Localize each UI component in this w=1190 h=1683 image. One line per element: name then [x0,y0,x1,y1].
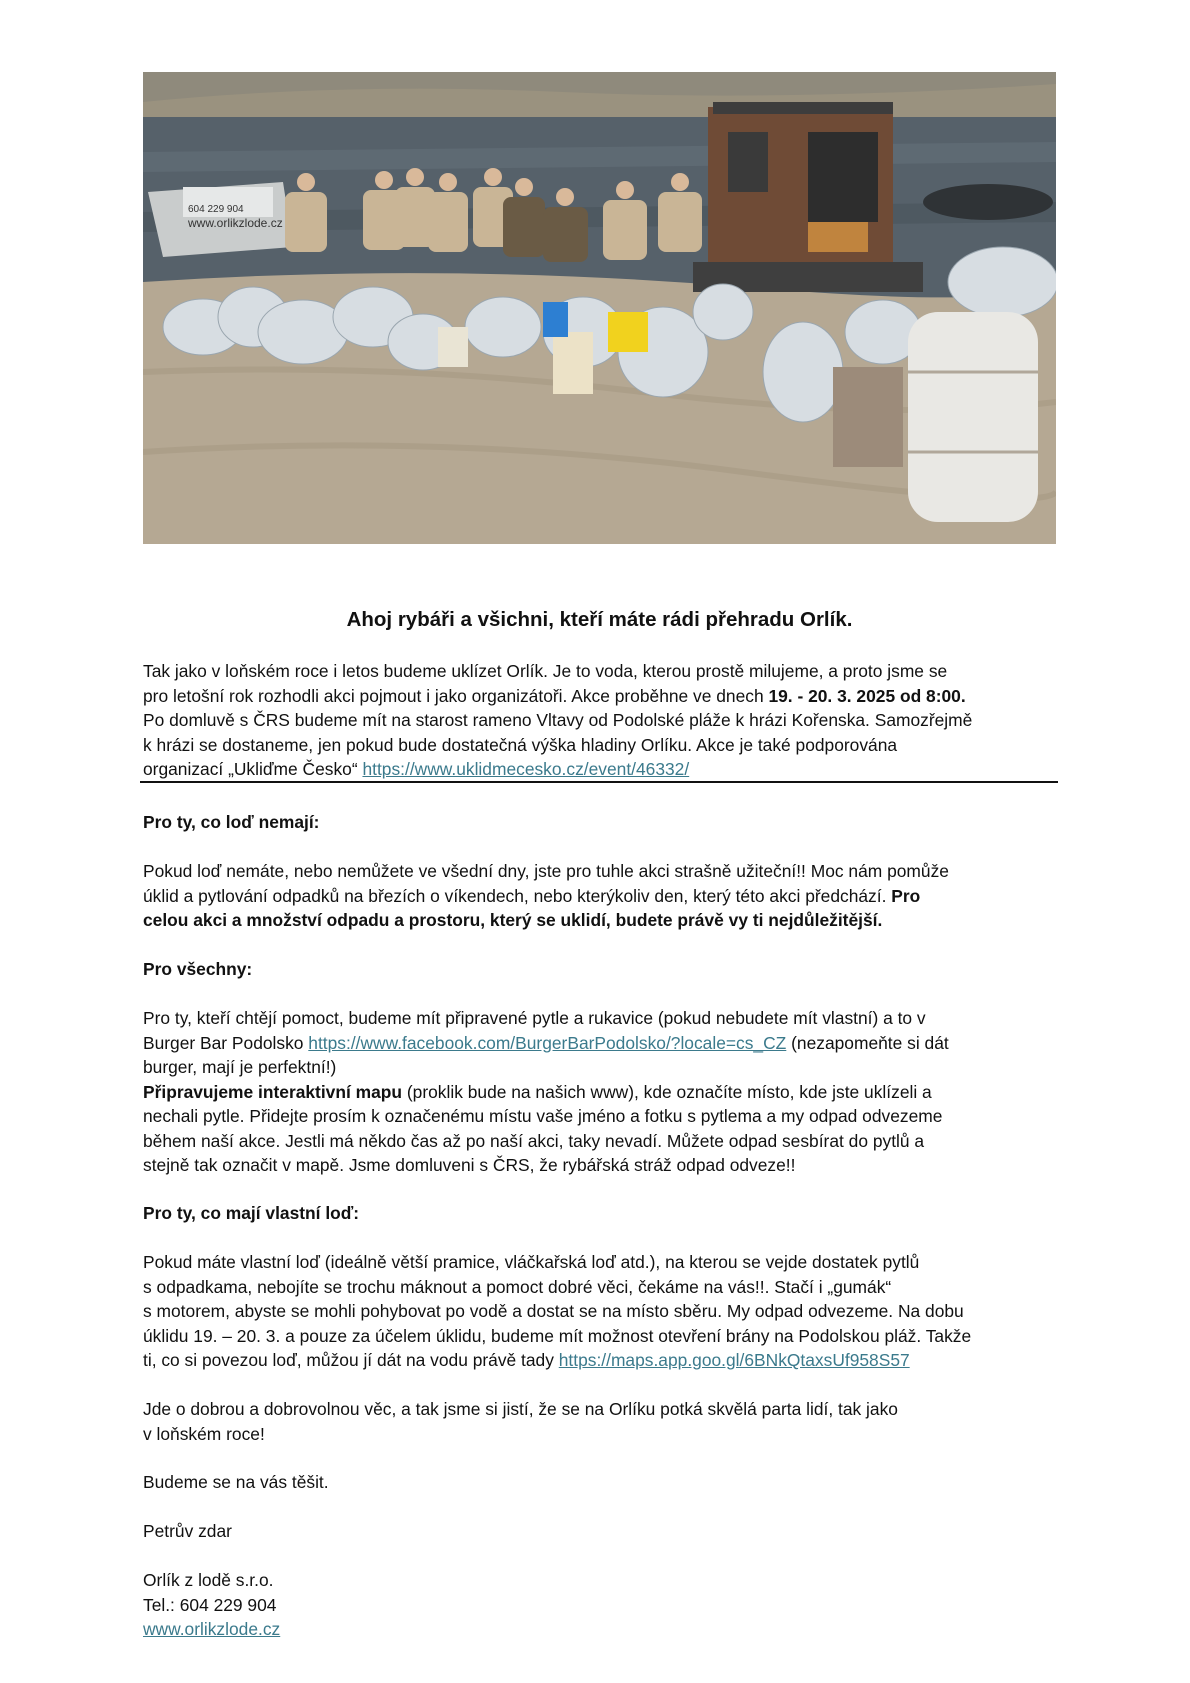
closing-paragraph [143,1397,1063,1446]
section-heading-all: Pro všechny: [143,959,253,979]
signature-greeting: Petrův zdar [143,1521,232,1541]
section-line: Pro ty, kteří chtějí pomoct, budeme mít připravené pytle a rukavice (pokud nebudete mít vlastní) a to v [143,1008,926,1028]
event-date: 19. - 20. 3. 2025 od 8:00. [768,685,966,706]
section-line: úklidu 19. – 20. 3. a pouze za účelem úklidu, budeme mít možnost otevření brány na Podolskou pláž. Takže [143,1325,972,1346]
page-title: Ahoj rybáři a všichni, kteří máte rádi přehradu Orlík. [346,608,853,631]
section-line: stejně tak označit v mapě. Jsme domluveni s ČRS, že rybářská stráž odpad odveze!! [143,1155,796,1175]
section-line: Pokud máte vlastní loď (ideálně větší pramice, vláčkařská loď atd.), na kterou se vejde dostatek pytlů [143,1252,920,1272]
section-line: Pokud loď nemáte, nebo nemůžete ve všední dny, jste pro tuhle akci strašně užiteční!! Moc nám pomůže [143,861,949,881]
section-heading-own-boat: Pro ty, co mají vlastní loď: [143,1203,360,1223]
section-line [143,884,1063,909]
company-phone: Tel.: 604 229 904 [143,1594,277,1615]
intro-paragraph [143,659,1063,782]
intro-line-5 [143,757,1063,782]
emphasis-text: Pro [891,885,921,906]
emphasis-text: Připravujeme interaktivní mapu [143,1081,403,1102]
divider [140,781,1058,783]
closing-line: Jde o dobrou a dobrovolnou věc, a tak jsme si jistí, že se na Orlíku potká skvělá parta lidí, tak jako [143,1399,898,1419]
intro-text: pro letošní rok rozhodli akci pojmout i jako organizátoři. Akce proběhne ve dnech [143,685,769,706]
uklidme-cesko-link[interactable]: https://www.uklidmecesko.cz/event/46332/ [362,759,690,779]
section-line: během naší akce. Jestli má někdo čas až po naší akci, taky nevadí. Můžete odpad sesbírat do pytlů a [143,1130,925,1151]
intro-line-2 [143,684,1063,709]
section-text: ti, co si povezou loď, můžou jí dát na vodu právě tady [143,1350,559,1370]
closing-greeting: Budeme se na vás těšit. [143,1472,329,1492]
intro-line-4: k hrázi se dostaneme, jen pokud bude dostatečná výška hladiny Orlíku. Akce je také podporována [143,734,898,755]
section-text: (nezapomeňte si dát [786,1032,949,1053]
boat-sign-text: www.orlikzlode.cz [188,216,283,230]
section-text: úklid a pytlování odpadků na březích o víkendech, nebo kterýkoliv den, který této akci předchází. [143,885,892,906]
section-line: burger, mají je perfektní!) [143,1057,337,1077]
section-no-boat-paragraph [143,859,1063,933]
burger-bar-facebook-link[interactable]: https://www.facebook.com/BurgerBarPodolsko/?locale=cs_CZ [308,1032,787,1053]
section-text: Burger Bar Podolsko [143,1032,309,1053]
section-line [143,1348,1063,1373]
intro-line-1: Tak jako v loňském roce i letos budeme uklízet Orlík. Je to voda, kterou prostě milujeme, a proto jsme se [143,661,948,681]
section-line: s motorem, abyste se mohli pohybovat po vodě a dostat se na místo sběru. My odpad odvezeme. Na dobu [143,1301,964,1321]
section-all-paragraph [143,1006,1063,1178]
section-text: (proklik bude na našich www), kde označíte místo, kde jste uklízeli a [402,1081,932,1102]
google-maps-link[interactable]: https://maps.app.goo.gl/6BNkQtaxsUf958S57 [558,1350,910,1370]
signature-block [143,1568,1063,1642]
intro-line-3: Po domluvě s ČRS budeme mít na starost rameno Vltavy od Podolské pláže k hrázi Kořenska. Samozřejmě [143,710,973,730]
intro-text: organizací „Ukliďme Česko“ [143,759,363,779]
boat-phone-text: 604 229 904 [188,204,244,215]
section-line: s odpadkama, nebojíte se trochu máknout a pomoct dobré věci, čekáme na vás!!. Stačí i „gumák“ [143,1276,892,1297]
section-line-bold: celou akci a množství odpadu a prostoru, který se uklidí, budete právě vy ti nejdůležitější. [143,910,883,930]
section-heading-no-boat: Pro ty, co loď nemají: [143,812,320,832]
section-line: nechali pytle. Přidejte prosím k označenému místu vaše jméno a fotku s pytlema a my odpad odvezeme [143,1106,943,1126]
header-photo [143,72,1056,544]
section-own-boat-paragraph [143,1250,1063,1373]
company-website-link[interactable]: www.orlikzlode.cz [143,1619,281,1639]
closing-line: v loňském roce! [143,1423,265,1444]
company-name: Orlík z lodě s.r.o. [143,1570,274,1590]
section-line [143,1031,1063,1056]
section-line [143,1080,1063,1105]
photo-image [143,72,1056,544]
